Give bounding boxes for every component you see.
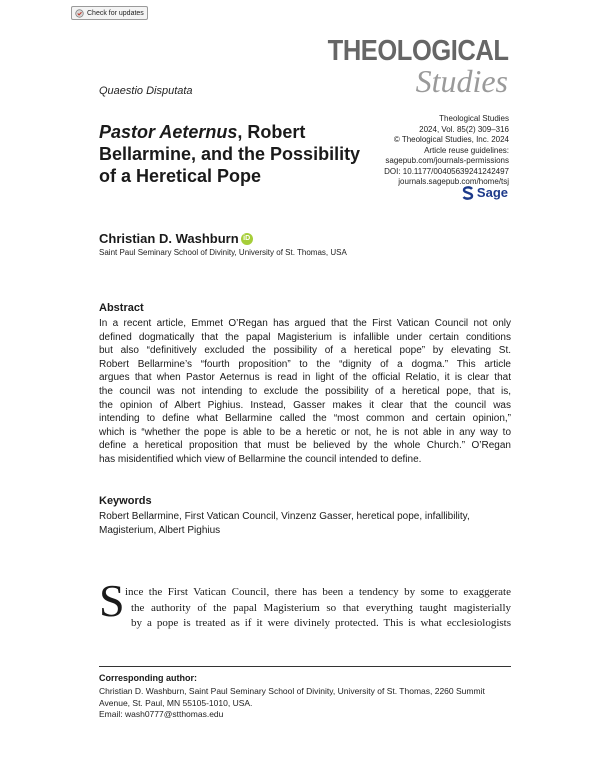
- keywords-line: Magisterium, Albert Pighius: [99, 524, 221, 536]
- meta-doi-link[interactable]: DOI: 10.1177/00405639241242497: [384, 166, 509, 176]
- check-for-updates-button[interactable]: [71, 6, 148, 20]
- body-line: the authority of the papal Magisterium so that everything taught magisterially: [131, 601, 511, 614]
- journal-logo-top: THEOLOGICAL: [328, 35, 509, 67]
- meta-journal: Theological Studies: [439, 114, 509, 123]
- meta-journal-link[interactable]: journals.sagepub.com/home/tsj: [398, 177, 509, 186]
- abstract-line: defined dogmatically that the papal Magisterium is infallible under certain conditions: [99, 331, 511, 343]
- abstract-line: Robert Bellarmine’s “fourth proposition” to the “dignity of a dogma.” This article: [99, 358, 511, 370]
- author-affiliation: Saint Paul Seminary School of Divinity, University of St. Thomas, USA: [99, 248, 347, 257]
- body-text: [125, 585, 511, 632]
- sage-label: Sage: [476, 185, 508, 200]
- abstract-line: intending to define what Bellarmine called the “most common and certain opinion,”: [99, 413, 511, 425]
- meta-reuse-label: Article reuse guidelines:: [424, 145, 509, 155]
- meta-copyright: © Theological Studies, Inc. 2024: [393, 135, 509, 144]
- refresh-icon: [75, 9, 84, 18]
- keywords-text: [99, 510, 511, 537]
- article-metadata: [384, 114, 509, 188]
- abstract-line: argues that when Pastor Aeternus is read in light of the official Relatio, it is clear that: [99, 372, 511, 384]
- footnote-divider: [99, 666, 511, 667]
- orcid-icon[interactable]: iD: [241, 233, 253, 245]
- body-line: ince the First Vatican Council, there has been a tendency by some to exaggerate: [125, 586, 511, 598]
- abstract-line: the council was not intending to exclude the possibility of a heretical pope, that is,: [99, 385, 511, 397]
- meta-permissions-link[interactable]: sagepub.com/journals-permissions: [385, 156, 509, 165]
- author-line: [99, 231, 253, 246]
- abstract-line: but also “definitively excluded the possibility of a heretical pope” by elevating St.: [99, 345, 511, 357]
- abstract-line: define a heretical proposition that must be believed by the whole Church.” O’Regan: [99, 440, 511, 452]
- corresponding-author-label: Corresponding author:: [99, 673, 197, 683]
- drop-cap: S: [99, 575, 125, 626]
- abstract-line: which is “whether the pope is able to be a heretic or not, he is not able in any way to: [99, 426, 511, 438]
- corresponding-line: Avenue, St. Paul, MN 55105-1010, USA.: [99, 697, 253, 708]
- journal-logo-bottom: Studies: [415, 63, 508, 99]
- abstract-line: the opinion of Albert Pighius. Instead, Gasser makes it clear that the council was: [99, 399, 511, 411]
- corresponding-email[interactable]: Email: wash0777@stthomas.edu: [99, 709, 224, 719]
- sage-s-icon: [462, 186, 474, 200]
- corresponding-author-details: [99, 686, 511, 721]
- abstract-text: [99, 317, 511, 467]
- body-line: by a pope is treated as if it were divinely protected. This is what ecclesiologists: [131, 617, 511, 629]
- meta-volume: 2024, Vol. 85(2) 309–316: [419, 124, 509, 134]
- author-name: Christian D. Washburn: [99, 231, 239, 246]
- title-italic: Pastor Aeternus: [99, 122, 238, 142]
- abstract-heading: Abstract: [99, 302, 144, 314]
- keywords-heading: Keywords: [99, 495, 152, 507]
- title-line-3: of a Heretical Pope: [99, 166, 262, 186]
- sage-logo: [462, 185, 508, 200]
- abstract-line: In a recent article, Emmet O’Regan has argued that the First Vatican Council not only: [99, 318, 511, 329]
- abstract-line: has misidentified which view of Bellarmine the council intended to define.: [99, 453, 422, 465]
- title-rest: , Robert: [237, 122, 306, 142]
- check-for-updates-label: Check for updates: [87, 9, 144, 17]
- article-title: [99, 121, 384, 187]
- title-line-2: Bellarmine, and the Possibility: [99, 144, 361, 164]
- keywords-line: Robert Bellarmine, First Vatican Council, Vinzenz Gasser, heretical pope, infallibility,: [99, 511, 470, 522]
- corresponding-line: Christian D. Washburn, Saint Paul Seminary School of Divinity, University of St. Thomas, 2260 Summit: [99, 686, 485, 696]
- section-label: Quaestio Disputata: [99, 85, 193, 97]
